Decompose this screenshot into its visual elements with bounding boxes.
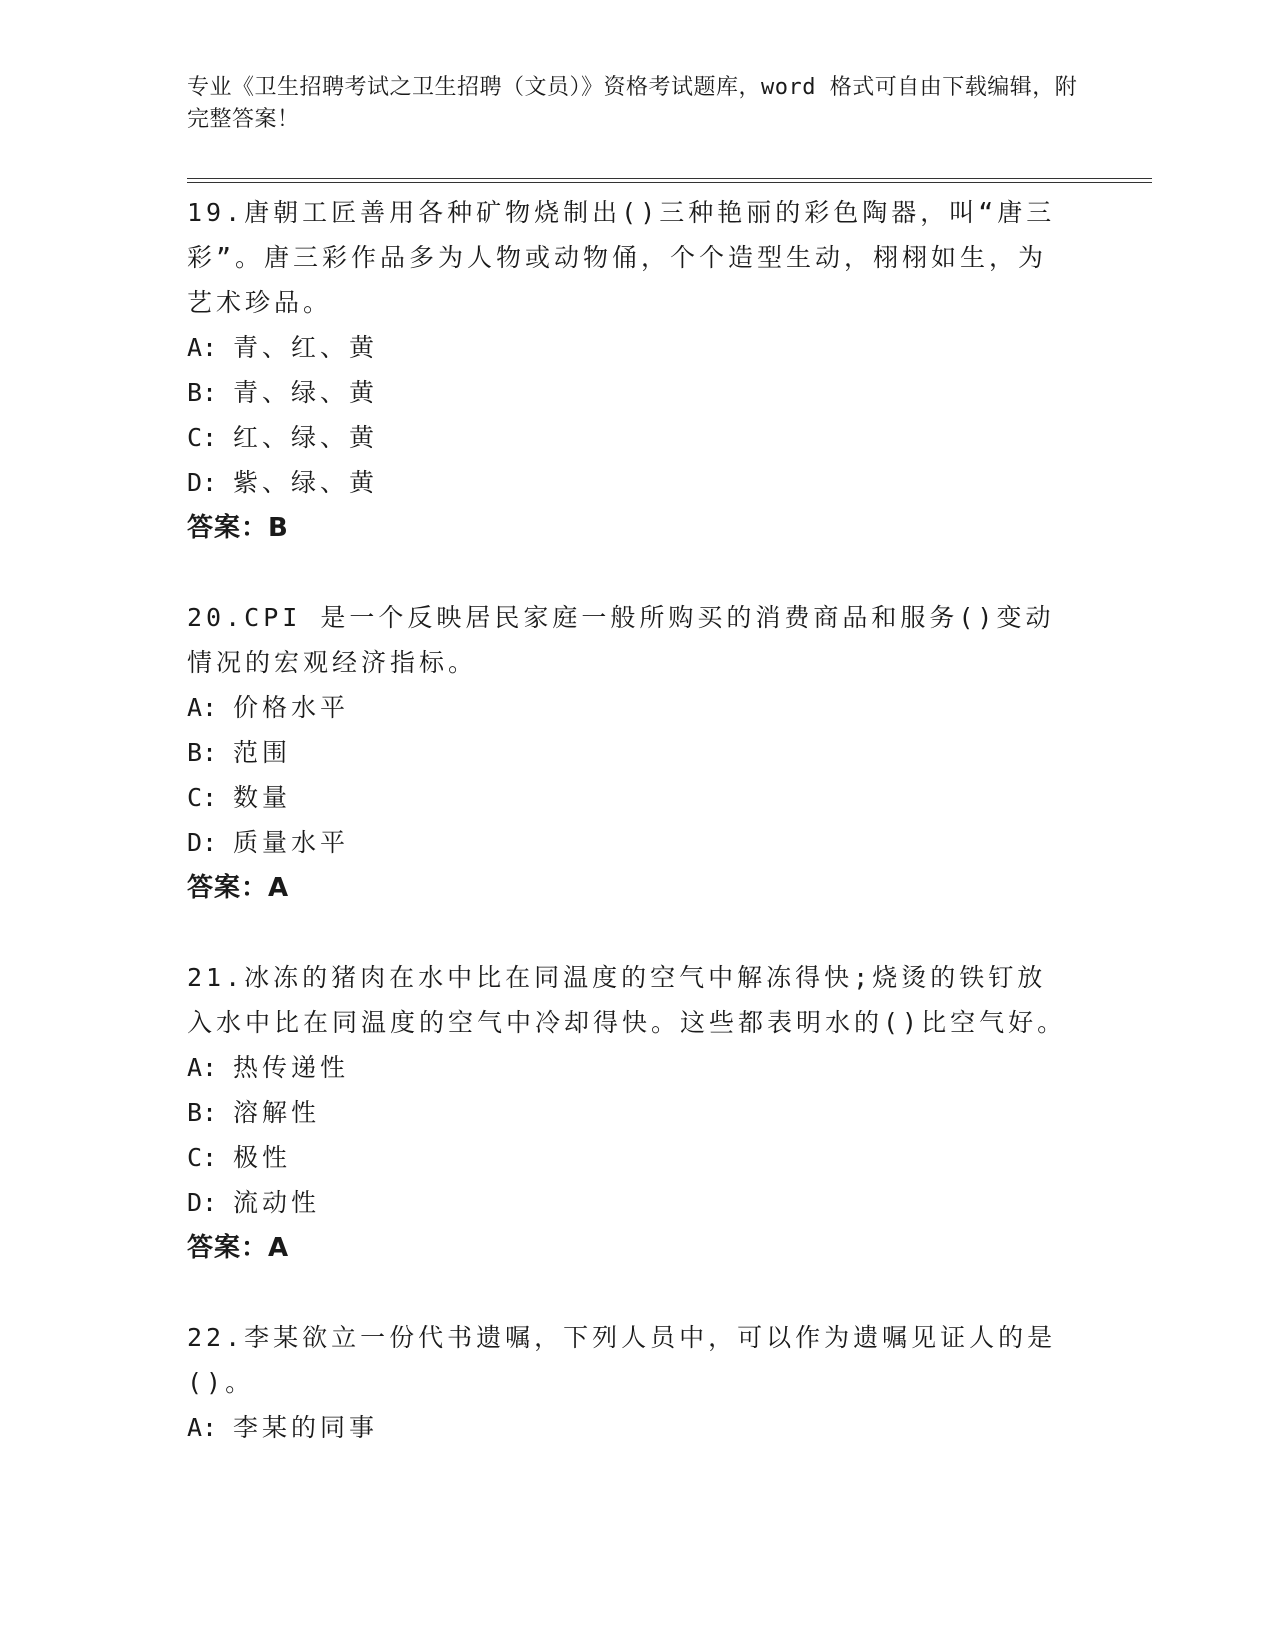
question-list: [187, 190, 1087, 1494]
option-b: [187, 1090, 1087, 1135]
option-text: 红、绿、黄: [233, 423, 379, 452]
answer-line: 答案：A: [187, 873, 290, 903]
question-22: [187, 1315, 1087, 1450]
option-b: [187, 730, 1087, 775]
option-letter: D:: [187, 1188, 218, 1217]
option-c: [187, 1135, 1087, 1180]
option-text: 李某的同事: [233, 1413, 379, 1442]
option-text: 青、红、黄: [233, 333, 379, 362]
question-text: 21.冰冻的猪肉在水中比在同温度的空气中解冻得快;烧烫的铁钉放入水中比在同温度的空气中冷却得快。这些都表明水的()比空气好。: [187, 963, 1067, 1037]
option-letter: D:: [187, 828, 218, 857]
option-a: [187, 685, 1087, 730]
option-letter: D:: [187, 468, 218, 497]
document-header: 专业《卫生招聘考试之卫生招聘（文员）》资格考试题库，word 格式可自由下载编辑，附完整答案！: [187, 75, 1078, 132]
option-text: 价格水平: [233, 693, 350, 722]
question-21: [187, 955, 1087, 1271]
option-text: 青、绿、黄: [233, 378, 379, 407]
answer-line: 答案：B: [187, 513, 289, 543]
question-text: 19.唐朝工匠善用各种矿物烧制出()三种艳丽的彩色陶器，叫“唐三彩”。唐三彩作品多为人物或动物俑，个个造型生动，栩栩如生，为艺术珍品。: [187, 198, 1056, 317]
option-letter: C:: [187, 1143, 218, 1172]
option-text: 紫、绿、黄: [233, 468, 379, 497]
header-divider-bottom: [187, 182, 1152, 183]
option-letter: B:: [187, 1098, 218, 1127]
option-text: 范围: [233, 738, 292, 767]
option-d: [187, 820, 1087, 865]
option-a: [187, 1405, 1087, 1450]
question-text: 22.李某欲立一份代书遗嘱，下列人员中，可以作为遗嘱见证人的是()。: [187, 1323, 1057, 1397]
option-letter: A:: [187, 693, 218, 722]
option-letter: C:: [187, 783, 218, 812]
option-text: 溶解性: [233, 1098, 321, 1127]
option-c: [187, 775, 1087, 820]
question-20: [187, 595, 1087, 911]
option-text: 极性: [233, 1143, 292, 1172]
option-b: [187, 370, 1087, 415]
question-19: [187, 190, 1087, 551]
option-letter: A:: [187, 1053, 218, 1082]
option-d: [187, 1180, 1087, 1225]
option-d: [187, 460, 1087, 505]
option-letter: A:: [187, 1413, 218, 1442]
option-text: 流动性: [233, 1188, 321, 1217]
option-letter: B:: [187, 378, 218, 407]
option-a: [187, 1045, 1087, 1090]
answer-line: 答案：A: [187, 1233, 290, 1263]
option-text: 热传递性: [233, 1053, 350, 1082]
option-text: 数量: [233, 783, 292, 812]
option-letter: A:: [187, 333, 218, 362]
option-text: 质量水平: [233, 828, 350, 857]
option-c: [187, 415, 1087, 460]
option-letter: C:: [187, 423, 218, 452]
option-a: [187, 325, 1087, 370]
header-divider-top: [187, 178, 1152, 179]
option-letter: B:: [187, 738, 218, 767]
question-text: 20.CPI 是一个反映居民家庭一般所购买的消费商品和服务()变动情况的宏观经济指标。: [187, 603, 1055, 677]
